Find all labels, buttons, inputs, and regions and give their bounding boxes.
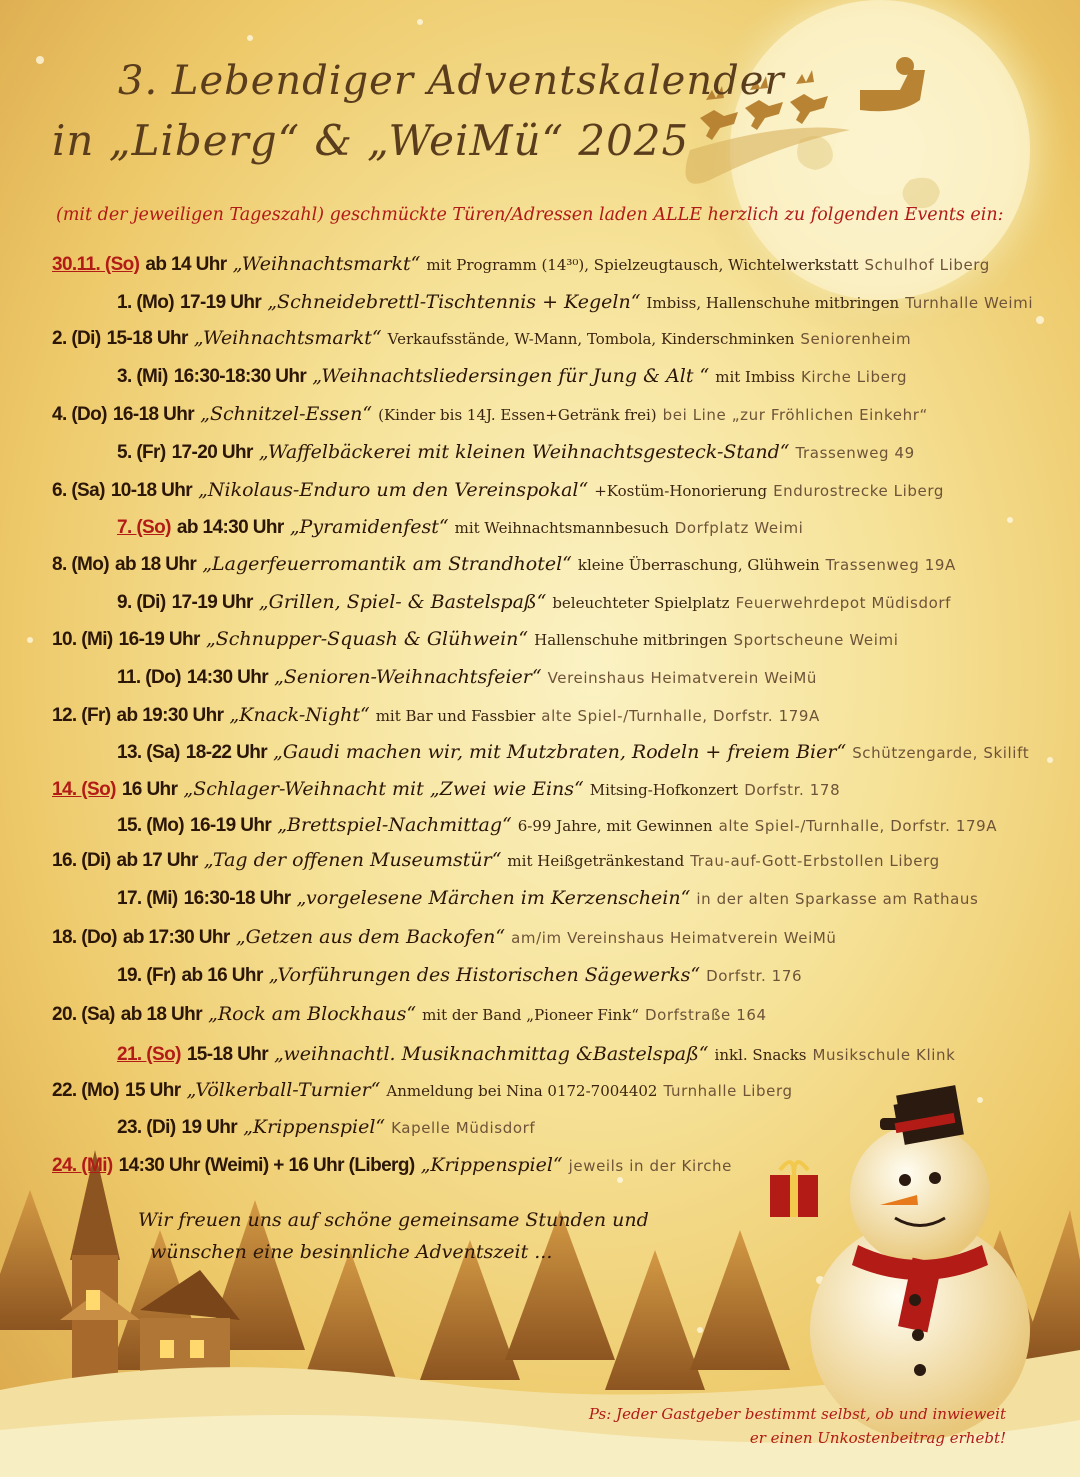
event-time: 14:30 Uhr — [186, 667, 269, 688]
event-date: 16. (Di) — [52, 850, 111, 871]
event-time: 16-18 Uhr — [112, 404, 195, 425]
closing-message — [138, 1204, 649, 1268]
event-location: in der alten Sparkasse am Rathaus — [696, 890, 979, 908]
event-row — [52, 1078, 793, 1103]
event-title: „Waffelbäckerei mit kleinen Weihnachtsgesteck-Stand“ — [258, 441, 790, 463]
event-row — [117, 740, 1029, 765]
event-info: Verkaufsstände, W-Mann, Tombola, Kinderschminken — [387, 330, 795, 348]
event-date: 11. (Do) — [117, 667, 181, 688]
event-row — [52, 552, 956, 577]
event-location: Schulhof Liberg — [864, 256, 990, 274]
event-date: 23. (Di) — [117, 1117, 176, 1138]
event-date: 5. (Fr) — [117, 442, 166, 463]
event-location: Trassenweg 49 — [795, 444, 915, 462]
event-title: „Lagerfeuerromantik am Strandhotel“ — [202, 553, 572, 575]
event-time: ab 16 Uhr — [181, 965, 263, 986]
event-title: „Schlager-Weihnacht mit „Zwei wie Eins“ — [183, 778, 584, 800]
event-time: ab 17:30 Uhr — [122, 927, 230, 948]
event-row — [117, 290, 1033, 315]
event-row — [52, 777, 840, 802]
event-date: 7. (So) — [117, 517, 171, 538]
event-title: „Weihnachtsmarkt“ — [232, 253, 421, 275]
event-date: 3. (Mi) — [117, 366, 168, 387]
event-title: „Grillen, Spiel- & Bastelspaß“ — [258, 591, 547, 613]
event-info: beleuchteter Spielplatz — [552, 594, 730, 612]
event-row — [117, 515, 803, 540]
event-date: 4. (Do) — [52, 404, 107, 425]
event-date: 17. (Mi) — [117, 888, 178, 909]
event-info: kleine Überraschung, Glühwein — [577, 556, 820, 574]
event-date: 1. (Mo) — [117, 292, 175, 313]
event-info: 6-99 Jahre, mit Gewinnen — [517, 817, 713, 835]
event-row — [52, 848, 940, 873]
event-row — [52, 1002, 767, 1027]
poster-title-line-2: in „Liberg“ & „WeiMü“ 2025 — [52, 116, 690, 165]
event-date: 12. (Fr) — [52, 705, 111, 726]
event-info: mit Heißgetränkestand — [507, 852, 685, 870]
event-time: ab 14:30 Uhr — [176, 517, 284, 538]
event-time: ab 18 Uhr — [120, 1004, 202, 1025]
event-date: 22. (Mo) — [52, 1080, 119, 1101]
closing-line-2: wünschen eine besinnliche Adventszeit ... — [150, 1241, 553, 1263]
event-location: Dorfstr. 178 — [744, 781, 841, 799]
event-info: +Kostüm-Honorierung — [594, 482, 768, 500]
event-location: Kirche Liberg — [800, 368, 908, 386]
event-info: mit Programm (14³⁰), Spielzeugtausch, Wichtelwerkstatt — [426, 256, 859, 274]
event-row — [52, 627, 898, 652]
event-location: alte Spiel-/Turnhalle, Dorfstr. 179A — [718, 817, 998, 835]
event-date: 21. (So) — [117, 1044, 181, 1065]
event-title: „Nikolaus-Enduro um den Vereinspokal“ — [198, 479, 589, 501]
event-date: 8. (Mo) — [52, 554, 110, 575]
event-time: 16 Uhr — [121, 779, 178, 800]
event-row — [117, 886, 978, 911]
event-date: 14. (So) — [52, 779, 116, 800]
event-location: Trau-auf-Gott-Erbstollen Liberg — [690, 852, 940, 870]
event-date: 13. (Sa) — [117, 742, 180, 763]
event-title: „Getzen aus dem Backofen“ — [235, 926, 506, 948]
event-date: 9. (Di) — [117, 592, 166, 613]
event-location: Dorfstr. 176 — [706, 967, 803, 985]
footnote-line-1: Ps: Jeder Gastgeber bestimmt selbst, ob und inwieweit — [588, 1405, 1006, 1423]
event-row — [117, 665, 817, 690]
event-info: (Kinder bis 14J. Essen+Getränk frei) — [378, 406, 657, 424]
event-time: 19 Uhr — [181, 1117, 238, 1138]
event-date: 18. (Do) — [52, 927, 117, 948]
event-location: Feuerwehrdepot Müdisdorf — [735, 594, 952, 612]
event-location: Dorfplatz Weimi — [674, 519, 804, 537]
event-title: „Schneidebrettl-Tischtennis + Kegeln“ — [267, 291, 641, 313]
event-location: Seniorenheim — [800, 330, 912, 348]
event-location: Trassenweg 19A — [825, 556, 956, 574]
event-row — [52, 478, 944, 503]
event-time: 18-22 Uhr — [185, 742, 267, 763]
event-date: 6. (Sa) — [52, 480, 105, 501]
closing-line-1: Wir freuen uns auf schöne gemeinsame Stunden und — [138, 1209, 649, 1231]
event-time: 17-20 Uhr — [171, 442, 253, 463]
event-time: ab 18 Uhr — [115, 554, 197, 575]
event-date: 10. (Mi) — [52, 629, 113, 650]
event-time: 15-18 Uhr — [186, 1044, 269, 1065]
event-title: „weihnachtl. Musiknachmittag &Bastelspaß“ — [274, 1043, 709, 1065]
event-row — [117, 963, 802, 988]
event-location: Vereinshaus Heimatverein WeiMü — [547, 669, 818, 687]
event-date: 2. (Di) — [52, 328, 101, 349]
event-row — [52, 703, 820, 728]
event-row — [117, 440, 915, 465]
event-location: bei Line „zur Fröhlichen Einkehr“ — [662, 406, 928, 424]
event-time: 16:30-18:30 Uhr — [173, 366, 307, 387]
event-title: „Schnupper-Squash & Glühwein“ — [205, 628, 529, 650]
event-title: „Rock am Blockhaus“ — [207, 1003, 417, 1025]
event-row — [117, 364, 907, 389]
poster-subtitle: (mit der jeweiligen Tageszahl) geschmückte Türen/Adressen laden ALLE herzlich zu folgenden Events ein: — [56, 205, 1004, 225]
event-location: Endurostrecke Liberg — [773, 482, 944, 500]
event-info: mit Bar und Fassbier — [375, 707, 536, 725]
event-location: Turnhalle Liberg — [663, 1082, 793, 1100]
event-time: 16:30-18 Uhr — [183, 888, 291, 909]
event-title: „Senioren-Weihnachtsfeier“ — [274, 666, 542, 688]
event-info: mit der Band „Pioneer Fink“ — [422, 1006, 639, 1024]
event-time: 10-18 Uhr — [110, 480, 193, 501]
event-time: 15 Uhr — [124, 1080, 181, 1101]
event-title: „Schnitzel-Essen“ — [200, 403, 373, 425]
event-info: mit Weihnachtsmannbesuch — [454, 519, 669, 537]
event-info: inkl. Snacks — [714, 1046, 807, 1064]
event-location: Schützengarde, Skilift — [852, 744, 1030, 762]
event-date: 19. (Fr) — [117, 965, 176, 986]
event-row — [117, 1115, 535, 1140]
event-info: Anmeldung bei Nina 0172-7004402 — [386, 1082, 658, 1100]
event-time: 17-19 Uhr — [171, 592, 253, 613]
event-info: Imbiss, Hallenschuhe mitbringen — [646, 294, 900, 312]
event-row — [52, 925, 837, 950]
event-location: jeweils in der Kirche — [568, 1157, 732, 1175]
event-info: Mitsing-Hofkonzert — [589, 781, 739, 799]
event-title: „Weihnachtsliedersingen für Jung & Alt “ — [312, 365, 710, 387]
event-row — [52, 1153, 732, 1178]
footnote-line-2: er einen Unkostenbeitrag erhebt! — [749, 1429, 1006, 1447]
event-time: 14:30 Uhr (Weimi) + 16 Uhr (Liberg) — [118, 1155, 415, 1176]
event-time: 15-18 Uhr — [106, 328, 188, 349]
event-title: „Völkerball-Turnier“ — [186, 1079, 381, 1101]
event-time: 16-19 Uhr — [118, 629, 200, 650]
event-title: „Krippenspiel“ — [243, 1116, 386, 1138]
event-location: am/im Vereinshaus Heimatverein WeiMü — [511, 929, 837, 947]
event-time: 17-19 Uhr — [180, 292, 262, 313]
event-title: „vorgelesene Märchen im Kerzenschein“ — [296, 887, 691, 909]
event-location: Kapelle Müdisdorf — [391, 1119, 536, 1137]
event-title: „Krippenspiel“ — [420, 1154, 563, 1176]
event-title: „Pyramidenfest“ — [289, 516, 449, 538]
event-date: 30.11. (So) — [52, 254, 140, 275]
event-row — [117, 813, 997, 838]
event-title: „Weihnachtsmarkt“ — [193, 327, 382, 349]
event-date: 24. (Mi) — [52, 1155, 113, 1176]
event-time: ab 14 Uhr — [145, 254, 227, 275]
event-time: ab 17 Uhr — [116, 850, 198, 871]
event-row — [117, 1042, 955, 1067]
event-info: Hallenschuhe mitbringen — [534, 631, 728, 649]
event-location: Turnhalle Weimi — [905, 294, 1034, 312]
event-row — [52, 402, 928, 427]
event-location: alte Spiel-/Turnhalle, Dorfstr. 179A — [541, 707, 820, 725]
event-title: „Gaudi machen wir, mit Mutzbraten, Rodeln + freiem Bier“ — [273, 741, 847, 763]
poster-title-line-1: 3. Lebendiger Adventskalender — [118, 58, 785, 104]
event-date: 15. (Mo) — [117, 815, 184, 836]
event-title: „Vorführungen des Historischen Sägewerks“ — [268, 964, 701, 986]
event-location: Musikschule Klink — [812, 1046, 956, 1064]
event-location: Sportscheune Weimi — [733, 631, 899, 649]
event-row — [52, 326, 911, 351]
event-date: 20. (Sa) — [52, 1004, 115, 1025]
event-title: „Knack-Night“ — [229, 704, 370, 726]
event-time: ab 19:30 Uhr — [116, 705, 224, 726]
event-location: Dorfstraße 164 — [644, 1006, 767, 1024]
event-time: 16-19 Uhr — [189, 815, 272, 836]
event-row — [52, 252, 990, 277]
event-row — [117, 590, 951, 615]
event-title: „Tag der offenen Museumstür“ — [203, 849, 502, 871]
footnote — [589, 1402, 1006, 1450]
event-title: „Brettspiel-Nachmittag“ — [277, 814, 512, 836]
event-info: mit Imbiss — [715, 368, 795, 386]
